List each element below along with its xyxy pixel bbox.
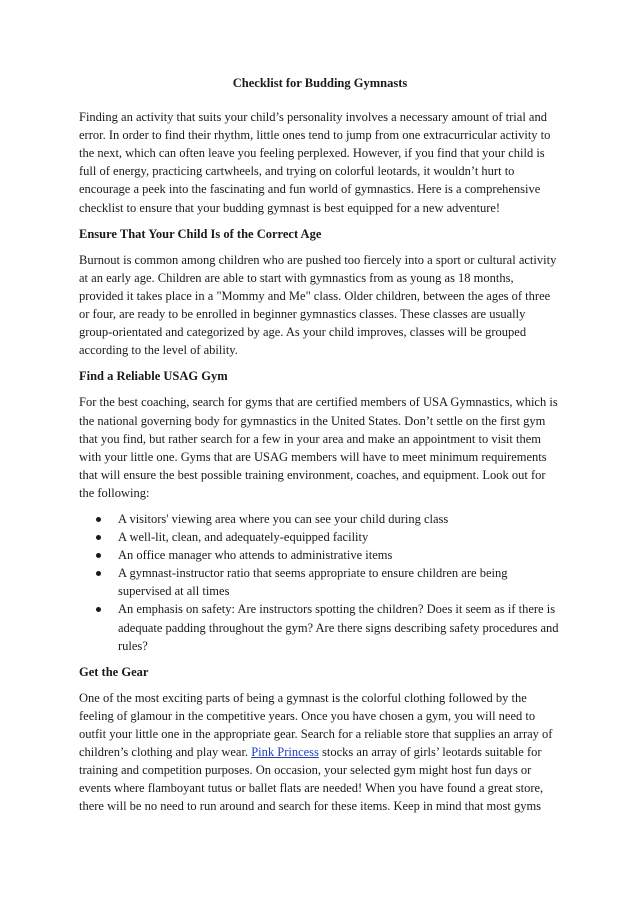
- bullet-icon: [96, 571, 101, 576]
- list-item: [79, 510, 561, 528]
- bullet-icon: [96, 607, 101, 612]
- bullet-icon: [96, 517, 101, 522]
- list-item-text: A visitors' viewing area where you can see your child during class: [118, 511, 449, 526]
- section-body-gear: [79, 689, 561, 816]
- document-title: Checklist for Budding Gymnasts: [232, 76, 408, 90]
- section-body-age: Burnout is common among children who are pushed too fiercely into a sport or cultural activity at an early age. Children are able to start with gymnastics from as young as 18 months, provided it takes place in a "Mommy and Me" class. Older children, between the ages of three or four, are ready to be enrolled in beginner gymnastics classes. These classes are usually group-orientated and categorized by age. As your child improves, classes will be grouped according to the level of ability.: [79, 252, 557, 358]
- intro-paragraph: Finding an activity that suits your child’s personality involves a necessary amount of trial and error. In order to find their rhythm, little ones tend to jump from one extracurricular activity to the next, which can often leave you feeling perplexed. However, if you find that your child is full of energy, practicing cartwheels, and trying on colorful leotards, it wouldn’t hurt to encourage a peek into the fascinating and fun world of gymnastics. Here is a comprehensive checklist to ensure that your budding gymnast is best equipped for a new adventure!: [79, 110, 551, 215]
- section-heading-gear: Get the Gear: [79, 664, 149, 679]
- bullet-icon: [96, 535, 101, 540]
- document-page: [79, 74, 561, 823]
- gear-text-before-link: One of the most exciting parts of being a gymnast is the colorful clothing followed by the feeling of glamour in the competitive years. Once you have chosen a gym, you will need to outfit your little one in the appropriate gear. Search for a reliable store that supplies an array of children’s clothing and play wear.: [79, 690, 553, 760]
- list-item: [79, 546, 561, 564]
- section-body-gym: For the best coaching, search for gyms that are certified members of USA Gymnastics, which is the national governing body for gymnastics in the United States. Don’t settle on the first gym that you find, but rather search for a few in your area and make an appointment to visit them with your little one. Gyms that are USAG members will have to meet minimum requirements that will ensure the best possible training environment, coaches, and equipment. Look out for the following:: [79, 395, 558, 500]
- gear-text-after-link: stocks an array of girls’ leotards suitable for training and competition purposes. On occasion, your selected gym might host fun days or events where flamboyant tutus or ballet flats are needed! When you have found a great store, there will be no need to run around and search for these items. Keep in mind that most gyms: [79, 745, 544, 814]
- list-item-text: A gymnast-instructor ratio that seems appropriate to ensure children are being supervised at all times: [118, 566, 508, 599]
- list-item-text: A well-lit, clean, and adequately-equipped facility: [118, 530, 369, 545]
- gym-checklist: [79, 510, 561, 655]
- pink-princess-link[interactable]: Pink Princess: [251, 745, 319, 760]
- list-item-text: An office manager who attends to administrative items: [118, 548, 393, 563]
- list-item: [79, 564, 561, 600]
- section-heading-age: Ensure That Your Child Is of the Correct Age: [79, 226, 322, 241]
- list-item: [79, 600, 561, 654]
- bullet-icon: [96, 553, 101, 558]
- list-item-text: An emphasis on safety: Are instructors spotting the children? Does it seem as if there is adequate padding throughout the gym? Are there signs describing safety procedures and rules?: [118, 602, 559, 653]
- section-heading-gym: Find a Reliable USAG Gym: [79, 369, 228, 384]
- list-item: [79, 528, 561, 546]
